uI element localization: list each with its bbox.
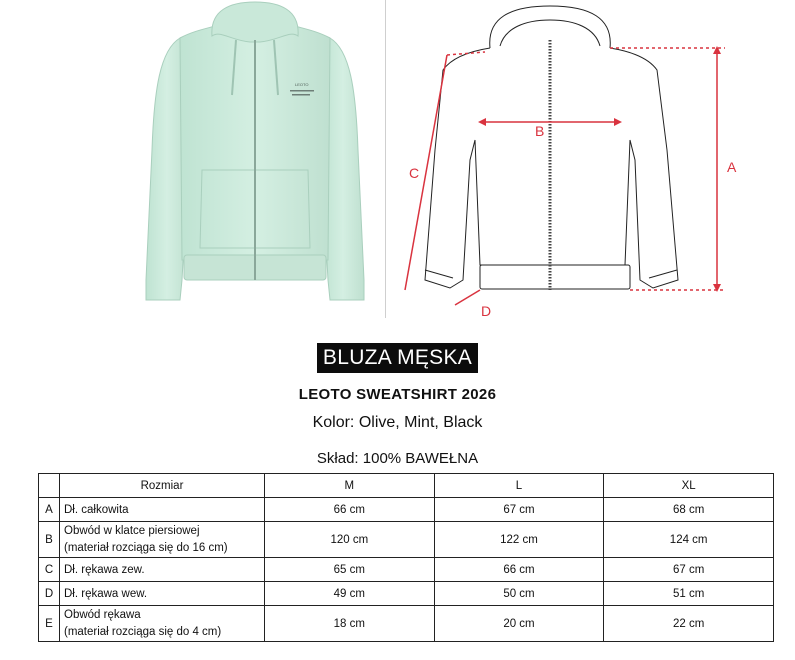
label-d: D	[481, 303, 492, 319]
row-label	[60, 606, 265, 642]
row-label: Dł. całkowita	[60, 498, 265, 522]
table-header-row	[39, 474, 774, 498]
title-block	[0, 343, 795, 373]
image-divider	[385, 0, 386, 318]
row-letter: C	[39, 558, 60, 582]
row-label: Dł. rękawa wew.	[60, 582, 265, 606]
product-composition: Skład: 100% BAWEŁNA	[316, 450, 479, 467]
product-title: BLUZA MĘSKA	[317, 343, 478, 373]
value-l: 20 cm	[434, 606, 604, 642]
row-label-main: Obwód w klatce piersiowej	[64, 524, 200, 537]
table-row	[39, 606, 774, 642]
row-letter: B	[39, 522, 60, 558]
value-xl: 22 cm	[604, 606, 774, 642]
row-letter: E	[39, 606, 60, 642]
hoodie-photo	[140, 0, 370, 310]
value-xl: 67 cm	[604, 558, 774, 582]
header-size-m: M	[265, 474, 435, 498]
product-colors: Kolor: Olive, Mint, Black	[312, 414, 483, 431]
table-row	[39, 582, 774, 606]
value-xl: 68 cm	[604, 498, 774, 522]
row-label-note: (materiał rozciąga się do 16 cm)	[64, 541, 228, 554]
value-m: 120 cm	[265, 522, 435, 558]
table-corner-cell	[39, 474, 60, 498]
value-xl: 124 cm	[604, 522, 774, 558]
value-m: 65 cm	[265, 558, 435, 582]
value-l: 66 cm	[434, 558, 604, 582]
header-size-l: L	[434, 474, 604, 498]
value-l: 67 cm	[434, 498, 604, 522]
value-l: 122 cm	[434, 522, 604, 558]
label-b: B	[535, 123, 545, 139]
row-label-note: (materiał rozciąga się do 4 cm)	[64, 625, 222, 638]
value-xl: 51 cm	[604, 582, 774, 606]
label-c: C	[409, 165, 420, 181]
value-m: 66 cm	[265, 498, 435, 522]
table-row	[39, 522, 774, 558]
row-label-main: Obwód rękawa	[64, 608, 141, 621]
size-table	[38, 473, 774, 642]
row-label	[60, 522, 265, 558]
row-letter: A	[39, 498, 60, 522]
header-size-xl: XL	[604, 474, 774, 498]
value-m: 18 cm	[265, 606, 435, 642]
table-row	[39, 498, 774, 522]
header-label: Rozmiar	[60, 474, 265, 498]
value-m: 49 cm	[265, 582, 435, 606]
table-row	[39, 558, 774, 582]
chest-print: LEOTO	[295, 82, 309, 87]
product-name: LEOTO SWEATSHIRT 2026	[298, 386, 497, 403]
label-a: A	[727, 159, 737, 175]
row-label: Dł. rękawa zew.	[60, 558, 265, 582]
row-letter: D	[39, 582, 60, 606]
value-l: 50 cm	[434, 582, 604, 606]
measurement-diagram	[395, 0, 795, 330]
